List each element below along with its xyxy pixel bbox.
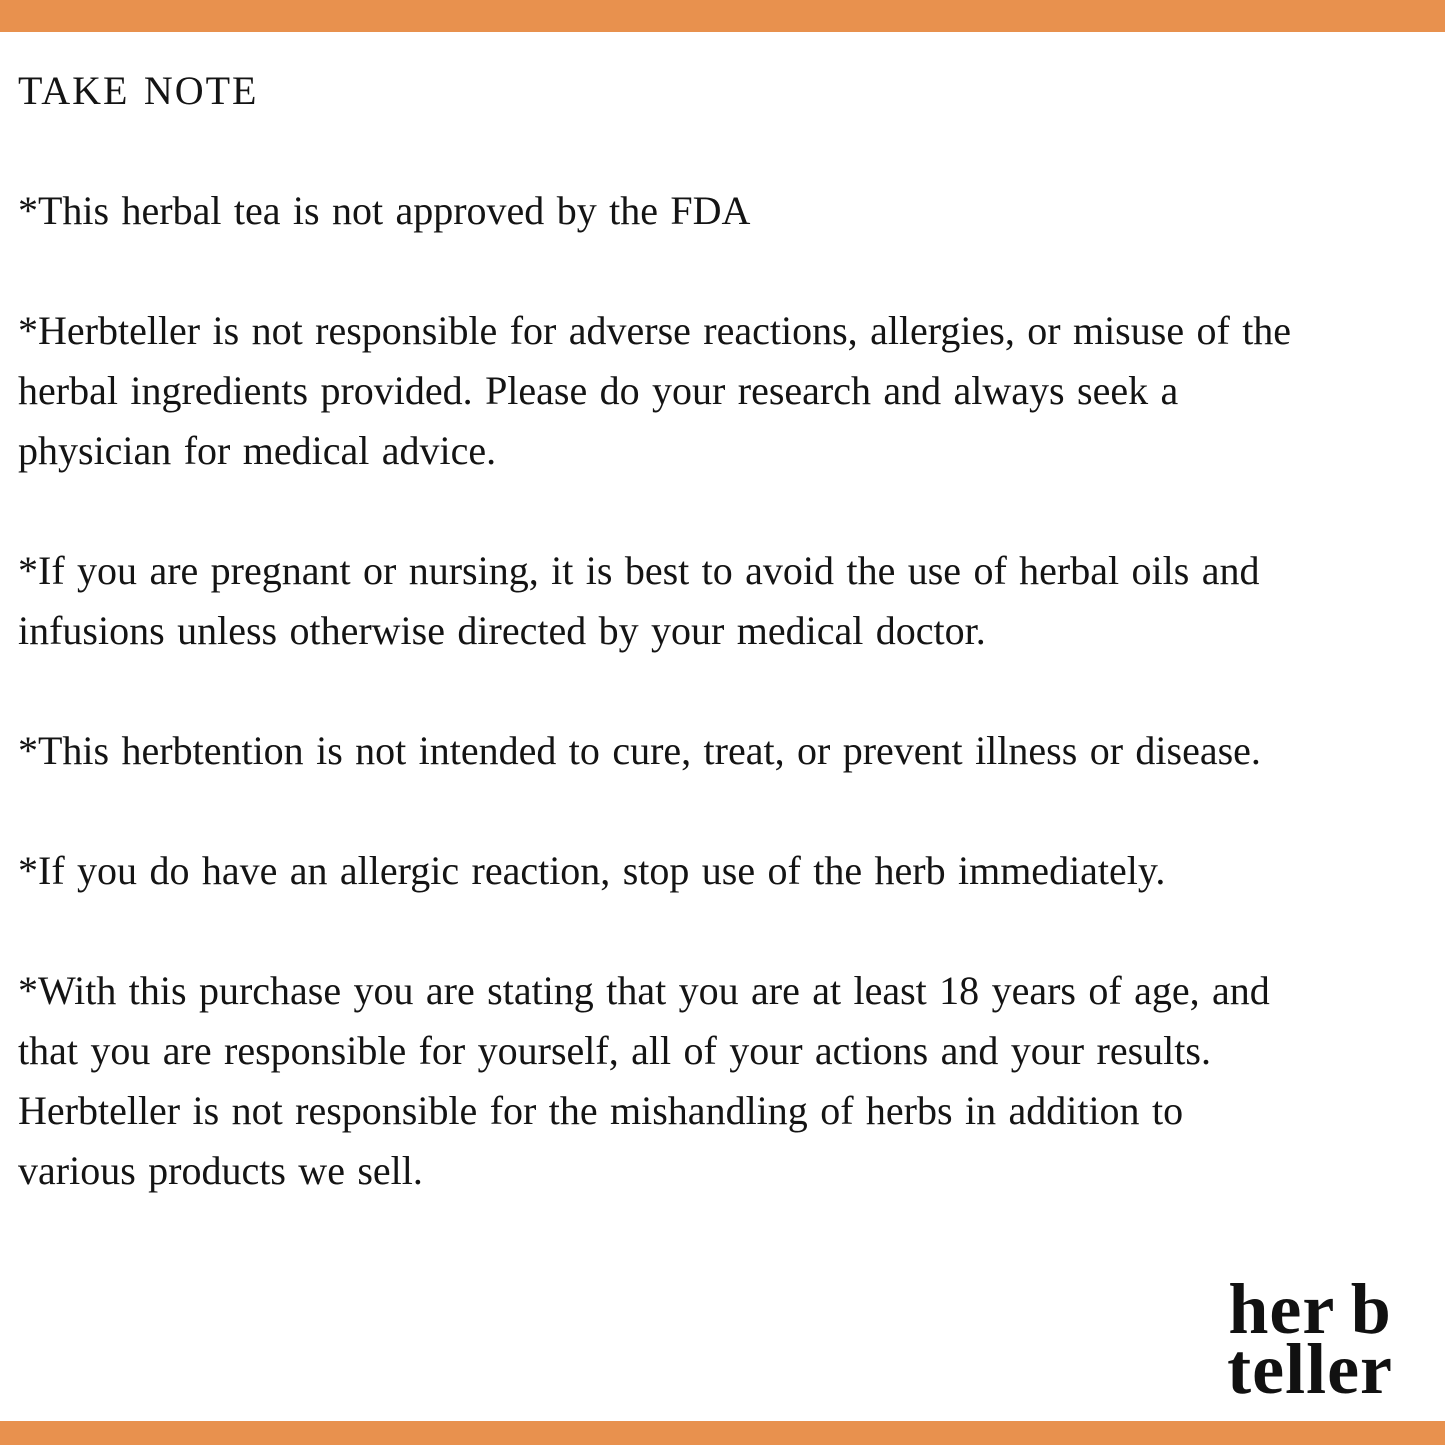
paragraph-not-cure	[18, 721, 1415, 781]
text-line: Herbteller is not responsible for the mishandling of herbs in addition to	[18, 1088, 1184, 1133]
top-accent-bar	[0, 0, 1445, 32]
paragraph-allergic-reaction	[18, 841, 1415, 901]
herbteller-logo	[1227, 1269, 1393, 1409]
text-line: infusions unless otherwise directed by your medical doctor.	[18, 608, 986, 653]
text-line: that you are responsible for yourself, all of your actions and your results.	[18, 1028, 1211, 1073]
text-line: *If you do have an allergic reaction, stop use of the herb immediately.	[18, 848, 1166, 893]
logo-line-herb: her b	[1228, 1269, 1392, 1349]
paragraph-fda	[18, 181, 1415, 241]
text-line: *Herbteller is not responsible for adverse reactions, allergies, or misuse of the	[18, 308, 1292, 353]
paragraph-responsibility	[18, 301, 1415, 481]
logo-line-teller: teller	[1227, 1329, 1393, 1409]
disclaimer-body	[0, 32, 1445, 1261]
text-line: *With this purchase you are stating that you are at least 18 years of age, and	[18, 968, 1270, 1013]
text-line: herbal ingredients provided. Please do your research and always seek a	[18, 368, 1179, 413]
text-line: various products we sell.	[18, 1148, 423, 1193]
text-line: *This herbtention is not intended to cure, treat, or prevent illness or disease.	[18, 728, 1261, 773]
page-title: TAKE NOTE	[18, 68, 259, 113]
text-line: *This herbal tea is not approved by the FDA	[18, 188, 751, 233]
bottom-accent-bar	[0, 1421, 1445, 1445]
paragraph-pregnancy	[18, 541, 1415, 661]
text-line: *If you are pregnant or nursing, it is best to avoid the use of herbal oils and	[18, 548, 1260, 593]
text-line: physician for medical advice.	[18, 428, 497, 473]
paragraph-age-statement	[18, 961, 1415, 1201]
